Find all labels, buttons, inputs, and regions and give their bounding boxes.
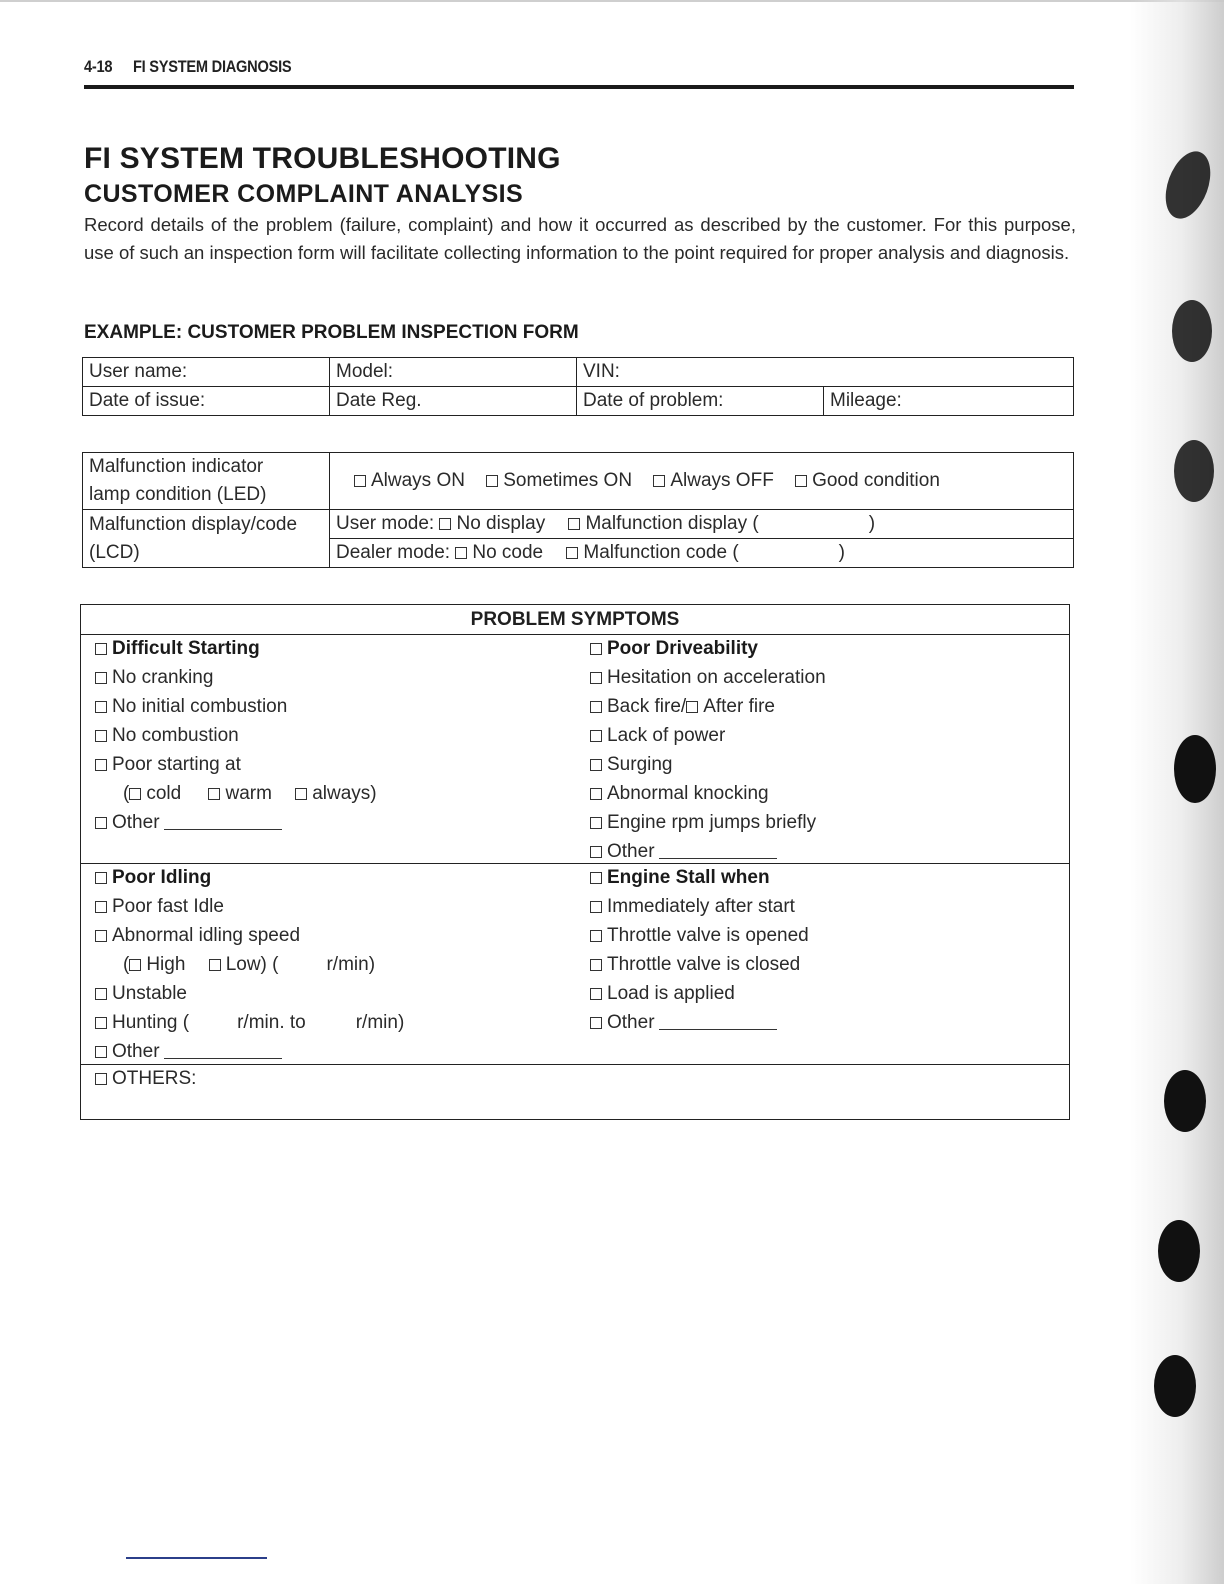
open-paren: (: [123, 783, 130, 804]
hunting-label: Hunting (: [112, 1012, 190, 1033]
rpm-jumps-checkbox[interactable]: [590, 817, 602, 829]
led-label-line-1: Malfunction indicator: [89, 456, 264, 477]
no-display-checkbox[interactable]: [439, 518, 451, 530]
cold-label: cold: [146, 783, 182, 804]
customer-info-table: [82, 357, 1074, 416]
always-on-checkbox[interactable]: [354, 475, 366, 487]
hunting-rmin-to-label: r/min. to: [237, 1012, 306, 1033]
lack-of-power-checkbox[interactable]: [590, 730, 602, 742]
model-label: Model:: [336, 361, 394, 382]
page-top-line: [0, 0, 1224, 2]
form-title: EXAMPLE: CUSTOMER PROBLEM INSPECTION FORM: [84, 322, 579, 343]
dealer-mode-label: Dealer mode:: [336, 542, 451, 563]
poor-fast-idle-checkbox[interactable]: [95, 901, 107, 913]
starting-other-label: Other: [112, 812, 160, 833]
idling-stall-section: [81, 863, 1069, 1065]
low-checkbox[interactable]: [209, 959, 221, 971]
idling-other-checkbox[interactable]: [95, 1046, 107, 1058]
binder-hole: [1154, 1355, 1196, 1417]
rpm-jumps-label: Engine rpm jumps briefly: [607, 812, 817, 833]
date-reg-label: Date Reg.: [336, 390, 422, 411]
binder-hole: [1174, 735, 1216, 803]
date-of-problem-cell[interactable]: [577, 387, 824, 416]
no-code-checkbox[interactable]: [455, 547, 467, 559]
poor-fast-idle-label: Poor fast Idle: [112, 896, 224, 917]
always-checkbox[interactable]: [295, 788, 307, 800]
load-applied-label: Load is applied: [607, 983, 735, 1004]
no-display-label: No display: [456, 513, 546, 534]
date-of-issue-label: Date of issue:: [89, 390, 206, 411]
user-mode-label: User mode:: [336, 513, 435, 534]
difficult-starting-label: Difficult Starting: [112, 638, 260, 659]
date-of-problem-label: Date of problem:: [583, 390, 724, 411]
symptoms-title: PROBLEM SYMPTOMS: [81, 605, 1069, 635]
high-checkbox[interactable]: [129, 959, 141, 971]
engine-stall-column: [590, 863, 809, 1037]
driveability-other-field[interactable]: [659, 844, 777, 859]
indicator-table: [82, 452, 1074, 568]
idling-other-label: Other: [112, 1041, 160, 1062]
lcd-label-line-1: Malfunction display/code: [89, 513, 298, 535]
immediately-after-start-checkbox[interactable]: [590, 901, 602, 913]
back-fire-checkbox[interactable]: [590, 701, 602, 713]
throttle-closed-label: Throttle valve is closed: [607, 954, 801, 975]
poor-starting-label: Poor starting at: [112, 754, 241, 775]
always-label: always): [312, 783, 377, 804]
page-subtitle: CUSTOMER COMPLAINT ANALYSIS: [84, 180, 524, 208]
hunting-checkbox[interactable]: [95, 1017, 107, 1029]
lack-of-power-label: Lack of power: [607, 725, 726, 746]
good-condition-label: Good condition: [812, 470, 940, 491]
poor-idling-column: [95, 863, 404, 1066]
unstable-label: Unstable: [112, 983, 187, 1004]
lcd-label-line-2: (LCD): [89, 541, 140, 563]
lcd-label-cell: [83, 510, 330, 568]
section-title: FI SYSTEM DIAGNOSIS: [133, 57, 292, 76]
stall-other-label: Other: [607, 1012, 655, 1033]
led-label-cell: [83, 453, 330, 510]
vin-label: VIN:: [583, 361, 620, 382]
driveability-other-checkbox[interactable]: [590, 846, 602, 858]
poor-driveability-column: [590, 634, 826, 866]
date-of-issue-cell[interactable]: [83, 387, 330, 416]
hunting-rmin-label: r/min): [355, 1012, 405, 1033]
hesitation-label: Hesitation on acceleration: [607, 667, 826, 688]
driveability-other-label: Other: [607, 841, 655, 862]
malfunction-display-checkbox[interactable]: [568, 518, 580, 530]
engine-stall-checkbox[interactable]: [590, 872, 602, 884]
stall-other-checkbox[interactable]: [590, 1017, 602, 1029]
no-cranking-checkbox[interactable]: [95, 672, 107, 684]
binder-hole: [1157, 145, 1219, 224]
others-checkbox[interactable]: [95, 1073, 107, 1085]
led-options-cell: [330, 453, 1074, 510]
sometimes-on-checkbox[interactable]: [486, 475, 498, 487]
page-header: [84, 57, 1074, 89]
stall-other-field[interactable]: [659, 1015, 777, 1030]
throttle-opened-label: Throttle valve is opened: [607, 925, 809, 946]
starting-other-checkbox[interactable]: [95, 817, 107, 829]
led-label-line-2: lamp condition (LED): [89, 484, 267, 505]
always-off-checkbox[interactable]: [653, 475, 665, 487]
user-name-label: User name:: [89, 361, 188, 382]
surging-label: Surging: [607, 754, 673, 775]
immediately-after-start-label: Immediately after start: [607, 896, 795, 917]
unstable-checkbox[interactable]: [95, 988, 107, 1000]
intro-paragraph: Record details of the problem (failure, complaint) and how it occurred as described by the customer. For this purpose, use of such an inspection form will facilitate collecting information to the point required for proper analysis and diagnosis.: [84, 214, 1076, 263]
back-fire-label: Back fire/: [607, 696, 687, 717]
page-title: FI SYSTEM TROUBLESHOOTING: [84, 142, 561, 175]
idling-other-field[interactable]: [164, 1044, 282, 1059]
low-label: Low) (: [225, 954, 279, 975]
engine-stall-label: Engine Stall when: [607, 867, 770, 888]
page-number: 4-18: [84, 57, 113, 76]
abnormal-knocking-checkbox[interactable]: [590, 788, 602, 800]
binder-hole: [1172, 300, 1212, 362]
load-applied-checkbox[interactable]: [590, 988, 602, 1000]
user-mode-cell: [330, 510, 1074, 539]
cold-checkbox[interactable]: [129, 788, 141, 800]
malfunction-code-close: ): [838, 542, 845, 563]
no-cranking-label: No cranking: [112, 667, 214, 688]
difficult-starting-checkbox[interactable]: [95, 643, 107, 655]
no-initial-combustion-checkbox[interactable]: [95, 701, 107, 713]
abnormal-knocking-label: Abnormal knocking: [607, 783, 769, 804]
idle-open-paren: (: [123, 954, 130, 975]
no-initial-combustion-label: No initial combustion: [112, 696, 288, 717]
high-label: High: [146, 954, 186, 975]
model-cell[interactable]: [330, 358, 577, 387]
others-section: [81, 1064, 1069, 1119]
sometimes-on-label: Sometimes ON: [503, 470, 633, 491]
others-column: [95, 1064, 196, 1093]
date-reg-cell[interactable]: [330, 387, 577, 416]
good-condition-checkbox[interactable]: [795, 475, 807, 487]
warm-label: warm: [225, 783, 272, 804]
idle-rmin-label: r/min): [326, 954, 376, 975]
poor-driveability-checkbox[interactable]: [590, 643, 602, 655]
binder-hole: [1164, 1070, 1206, 1132]
hesitation-checkbox[interactable]: [590, 672, 602, 684]
surging-checkbox[interactable]: [590, 759, 602, 771]
no-combustion-checkbox[interactable]: [95, 730, 107, 742]
abnormal-idling-label: Abnormal idling speed: [112, 925, 301, 946]
binder-hole: [1174, 440, 1214, 502]
footer-link-line: [126, 1557, 267, 1559]
binder-edge-shadow: [1130, 0, 1224, 1584]
malfunction-code-label: Malfunction code (: [583, 542, 739, 563]
after-fire-label: After fire: [703, 696, 776, 717]
poor-starting-checkbox[interactable]: [95, 759, 107, 771]
no-code-label: No code: [472, 542, 544, 563]
always-off-label: Always OFF: [670, 470, 774, 491]
problem-symptoms-table: [80, 604, 1070, 1120]
mileage-label: Mileage:: [830, 390, 902, 411]
poor-driveability-label: Poor Driveability: [607, 638, 758, 659]
dealer-mode-cell: [330, 539, 1074, 568]
malfunction-code-checkbox[interactable]: [566, 547, 578, 559]
starting-other-field[interactable]: [164, 815, 282, 830]
abnormal-idling-checkbox[interactable]: [95, 930, 107, 942]
difficult-starting-column: [95, 634, 377, 837]
starting-driveability-section: [81, 634, 1069, 864]
throttle-closed-checkbox[interactable]: [590, 959, 602, 971]
vin-cell[interactable]: [577, 358, 1074, 387]
mileage-cell[interactable]: [824, 387, 1074, 416]
user-name-cell[interactable]: [83, 358, 330, 387]
warm-checkbox[interactable]: [208, 788, 220, 800]
after-fire-checkbox[interactable]: [686, 701, 698, 713]
poor-idling-checkbox[interactable]: [95, 872, 107, 884]
malfunction-display-close: ): [868, 513, 876, 534]
no-combustion-label: No combustion: [112, 725, 239, 746]
throttle-opened-checkbox[interactable]: [590, 930, 602, 942]
others-label: OTHERS:: [112, 1068, 197, 1089]
malfunction-display-label: Malfunction display (: [585, 513, 759, 534]
always-on-label: Always ON: [371, 470, 465, 491]
poor-idling-label: Poor Idling: [112, 867, 212, 888]
binder-hole: [1158, 1220, 1200, 1282]
